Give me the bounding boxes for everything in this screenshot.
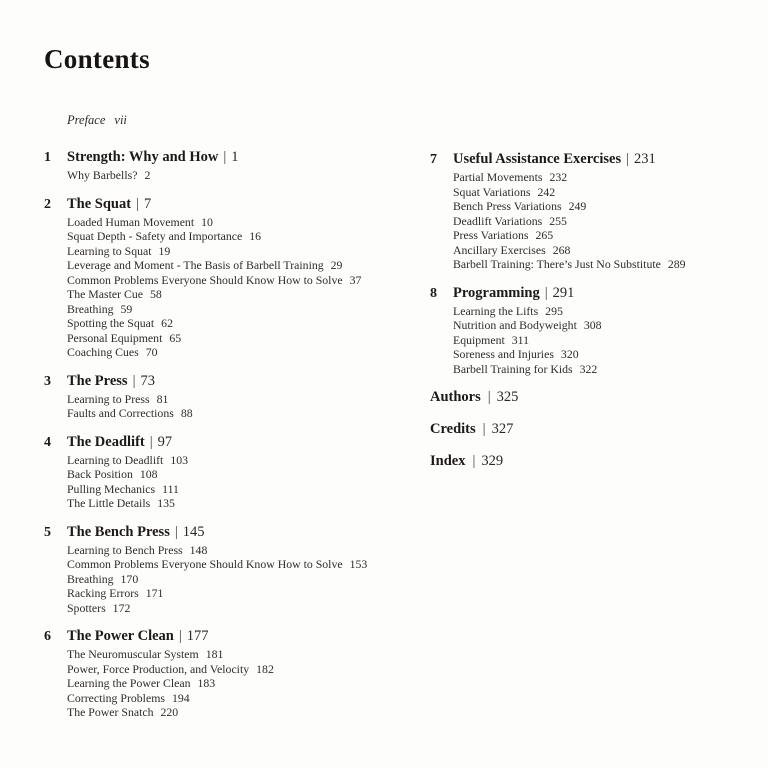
subsection-entry [453, 333, 760, 348]
subsection-title: Learning to Press [67, 391, 150, 406]
subsection-entry [67, 229, 420, 244]
subsection-title: Learning to Deadlift [67, 452, 164, 467]
subsection-title: Common Problems Everyone Should Know How to Solve [67, 557, 343, 571]
chapter-entry-8 [430, 285, 760, 377]
back-matter-title: Index [430, 453, 466, 469]
subsection-title: Racking Errors [67, 586, 139, 600]
subsection-entry [453, 347, 760, 362]
subsection-title: Common Problems Everyone Should Know How to Solve [67, 272, 343, 287]
subsection-entry [67, 601, 420, 616]
subsection-title: Barbell Training: There’s Just No Substitute [453, 257, 661, 271]
chapter-body [67, 373, 420, 421]
subsection-entry [67, 482, 420, 497]
chapter-page-number: 7 [143, 195, 152, 212]
chapter-entry-7 [430, 151, 760, 272]
chapter-title: Strength: Why and How [67, 149, 219, 165]
separator-pipe: | [482, 421, 486, 437]
subsection-title: Why Barbells? [67, 168, 138, 182]
subsection-page-number: 153 [349, 557, 368, 571]
back-matter-title: Authors [430, 389, 481, 405]
subsection-page-number: 19 [158, 243, 171, 258]
toc-column-right [430, 151, 760, 485]
subsection-title: Correcting Problems [67, 690, 165, 705]
back-matter-entry-authors [430, 389, 760, 406]
subsection-list [453, 170, 760, 272]
subsection-title: Squat Depth - Safety and Importance [67, 229, 243, 243]
subsection-entry [453, 257, 760, 272]
subsection-title: Barbell Training for Kids [453, 361, 573, 376]
subsection-page-number: 59 [120, 301, 133, 316]
subsection-page-number: 103 [170, 452, 189, 467]
subsection-title: Press Variations [453, 228, 529, 242]
chapter-page-number: 231 [634, 151, 656, 167]
subsection-title: Faults and Corrections [67, 406, 174, 420]
subsection-page-number: 135 [157, 496, 175, 510]
subsection-title: The Neuromuscular System [67, 647, 199, 661]
chapter-number: 5 [44, 524, 51, 540]
subsection-entry [67, 168, 420, 183]
subsection-page-number: 37 [349, 272, 362, 287]
subsection-title: The Master Cue [67, 287, 144, 301]
subsection-page-number: 62 [161, 316, 173, 330]
subsection-page-number: 249 [568, 199, 587, 213]
chapter-heading [67, 149, 420, 166]
preface-label: Preface [67, 113, 106, 127]
subsection-title: Coaching Cues [67, 345, 139, 359]
subsection-page-number: 16 [249, 229, 262, 243]
subsection-title: Breathing [67, 301, 114, 316]
chapter-page-number: 145 [182, 523, 205, 540]
subsection-title: Learning to Squat [67, 243, 152, 258]
chapter-entry-4 [44, 434, 420, 511]
subsection-title: Ancillary Exercises [453, 242, 546, 257]
subsection-page-number: 2 [144, 168, 151, 182]
subsection-page-number: 58 [150, 287, 162, 301]
subsection-title: Learning the Power Clean [67, 676, 191, 690]
subsection-page-number: 111 [162, 481, 179, 496]
subsection-page-number: 255 [549, 213, 567, 228]
subsection-title: Leverage and Moment - The Basis of Barbell Training [67, 258, 324, 272]
chapter-entry-3 [44, 373, 420, 421]
subsection-entry [67, 572, 420, 587]
subsection-page-number: 88 [180, 406, 193, 420]
subsection-entry [67, 691, 420, 706]
subsection-page-number: 232 [549, 170, 568, 184]
subsection-title: Learning the Lifts [453, 303, 539, 318]
chapter-entry-2 [44, 196, 420, 360]
subsection-title: The Power Snatch [67, 705, 154, 719]
chapter-heading [453, 285, 760, 302]
subsection-title: Soreness and Injuries [453, 347, 554, 361]
back-matter-page-number: 329 [481, 453, 504, 469]
chapter-number: 1 [44, 150, 51, 165]
subsection-entry [67, 586, 420, 601]
subsection-entry [67, 392, 420, 407]
subsection-entry [67, 453, 420, 468]
separator-pipe: | [149, 433, 153, 450]
chapter-title: The Press [67, 372, 128, 389]
chapter-heading [67, 373, 420, 390]
subsection-entry [67, 557, 420, 572]
subsection-page-number: 320 [560, 347, 579, 361]
chapter-number: 3 [44, 373, 51, 389]
subsection-entry [453, 214, 760, 229]
subsection-page-number: 148 [189, 542, 208, 557]
subsection-title: Pulling Mechanics [67, 481, 156, 496]
separator-pipe: | [626, 151, 629, 167]
subsection-page-number: 322 [579, 361, 598, 376]
subsection-title: Bench Press Variations [453, 199, 562, 213]
subsection-list [67, 168, 420, 183]
chapter-page-number: 291 [552, 284, 575, 301]
subsection-entry [67, 302, 420, 317]
subsection-page-number: 265 [535, 228, 554, 242]
subsection-entry [67, 273, 420, 288]
separator-pipe: | [132, 372, 136, 389]
page-title: Contents [44, 44, 150, 74]
chapter-title: The Power Clean [67, 628, 174, 644]
subsection-page-number: 65 [169, 330, 182, 345]
subsection-entry [67, 662, 420, 677]
subsection-title: The Little Details [67, 496, 151, 510]
subsection-entry [67, 345, 420, 360]
subsection-page-number: 311 [511, 332, 530, 347]
chapter-body [67, 149, 420, 183]
subsection-list [67, 453, 420, 511]
chapter-number: 7 [430, 152, 437, 167]
chapter-body [453, 151, 760, 272]
separator-pipe: | [544, 284, 548, 301]
back-matter-page-number: 325 [496, 389, 519, 405]
subsection-title: Breathing [67, 571, 114, 586]
chapter-title: The Squat [67, 195, 132, 212]
chapter-number: 6 [44, 629, 51, 644]
separator-pipe: | [174, 523, 178, 540]
subsection-title: Nutrition and Bodyweight [453, 318, 577, 332]
subsection-title: Spotters [67, 600, 106, 615]
chapter-heading [67, 434, 420, 451]
chapter-title: Useful Assistance Exercises [453, 151, 622, 167]
subsection-entry [67, 543, 420, 558]
back-matter-title: Credits [430, 421, 476, 437]
subsection-page-number: 183 [197, 676, 216, 690]
subsection-title: Learning to Bench Press [67, 542, 183, 557]
toc-column-left [44, 113, 420, 733]
subsection-entry [453, 170, 760, 185]
chapter-page-number: 97 [157, 433, 173, 450]
chapter-number: 2 [44, 196, 51, 212]
subsection-list [67, 543, 420, 616]
subsection-entry [453, 318, 760, 333]
subsection-page-number: 308 [583, 318, 602, 332]
chapter-heading [67, 196, 420, 213]
preface-entry [67, 113, 420, 128]
subsection-title: Personal Equipment [67, 330, 163, 345]
chapter-heading [67, 524, 420, 541]
preface-page-number: vii [114, 113, 127, 127]
subsection-page-number: 29 [330, 258, 343, 272]
subsection-page-number: 182 [256, 661, 274, 676]
subsection-entry [67, 705, 420, 720]
subsection-list [67, 215, 420, 360]
subsection-page-number: 170 [120, 571, 139, 586]
chapter-body [67, 196, 420, 360]
subsection-page-number: 172 [112, 600, 131, 615]
chapter-entry-5 [44, 524, 420, 616]
subsection-title: Spotting the Squat [67, 316, 155, 330]
subsection-entry [67, 496, 420, 511]
subsection-entry [67, 287, 420, 302]
subsection-entry [67, 676, 420, 691]
chapter-page-number: 73 [140, 372, 155, 389]
chapter-entry-6 [44, 628, 420, 720]
subsection-page-number: 295 [545, 303, 563, 318]
chapter-body [67, 524, 420, 616]
subsection-page-number: 289 [667, 257, 686, 271]
subsection-page-number: 268 [552, 242, 571, 257]
chapter-body [67, 434, 420, 511]
subsection-title: Power, Force Production, and Velocity [67, 661, 250, 676]
subsection-page-number: 194 [171, 690, 190, 705]
subsection-list [67, 392, 420, 421]
separator-pipe: | [178, 628, 182, 644]
subsection-entry [67, 316, 420, 331]
separator-pipe: | [223, 149, 227, 165]
chapter-heading [453, 151, 760, 168]
chapter-body [453, 285, 760, 377]
subsection-entry [453, 199, 760, 214]
chapter-page-number: 1 [231, 149, 239, 165]
subsection-title: Squat Variations [453, 184, 531, 199]
subsection-page-number: 81 [156, 391, 169, 406]
back-matter-entry-credits [430, 421, 760, 438]
subsection-list [453, 304, 760, 377]
subsection-title: Loaded Human Movement [67, 214, 195, 229]
chapter-heading [67, 628, 420, 645]
subsection-entry [67, 647, 420, 662]
subsection-entry [67, 331, 420, 346]
subsection-title: Equipment [453, 332, 505, 347]
chapter-title: The Deadlift [67, 433, 145, 450]
separator-pipe: | [136, 195, 139, 212]
subsection-entry [453, 243, 760, 258]
subsection-page-number: 220 [160, 705, 179, 719]
subsection-entry [453, 304, 760, 319]
subsection-page-number: 181 [205, 647, 224, 661]
chapter-page-number: 177 [186, 628, 209, 644]
subsection-page-number: 108 [139, 467, 158, 481]
subsection-entry [67, 258, 420, 273]
subsection-entry [453, 228, 760, 243]
chapter-body [67, 628, 420, 720]
chapter-number: 4 [44, 434, 51, 450]
subsection-entry [67, 406, 420, 421]
subsection-entry [67, 215, 420, 230]
subsection-entry [67, 244, 420, 259]
chapter-title: The Bench Press [67, 523, 170, 540]
back-matter-entry-index [430, 453, 760, 470]
chapter-number: 8 [430, 285, 437, 301]
chapter-title: Programming [453, 284, 540, 301]
subsection-page-number: 171 [145, 586, 164, 600]
subsection-entry [453, 362, 760, 377]
subsection-entry [67, 467, 420, 482]
back-matter-page-number: 327 [491, 421, 514, 437]
subsection-page-number: 242 [537, 184, 556, 199]
subsection-page-number: 70 [145, 345, 158, 359]
subsection-page-number: 10 [201, 214, 213, 229]
subsection-list [67, 647, 420, 720]
separator-pipe: | [487, 389, 491, 405]
separator-pipe: | [472, 453, 476, 469]
subsection-title: Partial Movements [453, 170, 543, 184]
subsection-entry [453, 185, 760, 200]
subsection-title: Back Position [67, 467, 133, 481]
subsection-title: Deadlift Variations [453, 213, 543, 228]
chapter-entry-1 [44, 149, 420, 183]
